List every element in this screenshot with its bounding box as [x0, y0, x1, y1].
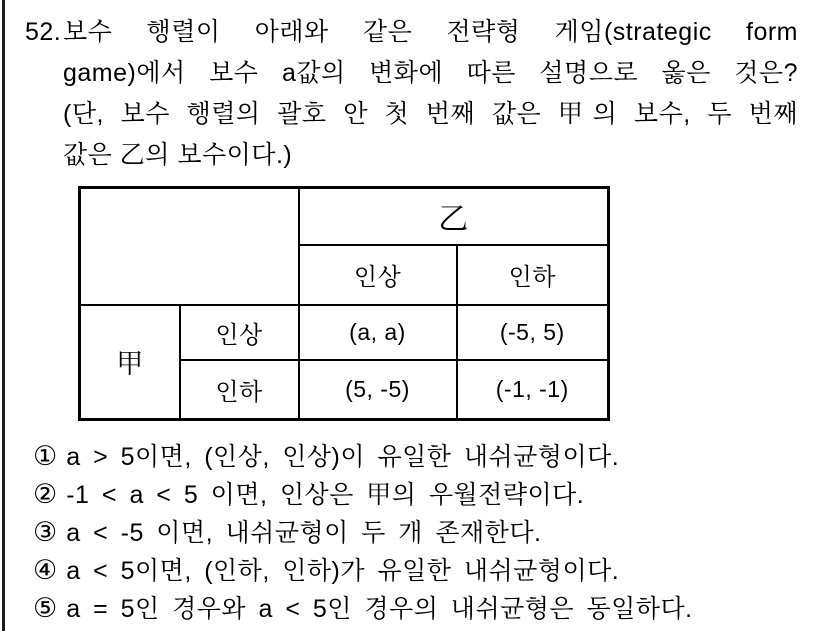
question-line: 값은 乙의 보수이다.): [63, 141, 293, 169]
column-strategy-lower: 인하: [457, 245, 609, 305]
payoff-cell-lower-lower: (-1, -1): [457, 360, 609, 420]
empty-corner-cell: [80, 188, 299, 305]
payoff-cell-lower-raise: (5, -5): [299, 360, 457, 420]
circled-number-4-icon: ④: [33, 555, 58, 585]
column-strategy-raise: 인상: [299, 245, 457, 305]
question-line: (단, 보수 행렬의 괄호 안 첫 번째 값은 甲의 보수, 두 번째: [63, 100, 798, 128]
question-text: [63, 12, 798, 176]
page-left-rule: [2, 0, 5, 631]
circled-number-1-icon: ①: [33, 441, 58, 471]
answer-options: [33, 441, 803, 631]
payoff-matrix-table: [78, 186, 610, 421]
answer-option-4: [33, 555, 803, 593]
circled-number-2-icon: ②: [33, 479, 58, 509]
option-text: a < 5이면, (인하, 인하)가 유일한 내쉬균형이다.: [66, 557, 620, 585]
exam-question-block: [25, 12, 803, 631]
question-line: 보수 행렬이 아래와 같은 전략형 게임(strategic form: [63, 18, 798, 46]
column-player-header: 乙: [299, 188, 609, 245]
payoff-cell-raise-raise: (a, a): [299, 305, 457, 360]
option-text: a < -5 이면, 내쉬균형이 두 개 존재한다.: [66, 519, 542, 547]
answer-option-5: [33, 593, 803, 631]
question-line: game)에서 보수 a값의 변화에 따른 설명으로 옳은 것은?: [63, 59, 798, 87]
question: [25, 12, 803, 176]
answer-option-2: [33, 479, 803, 517]
row-player-header: 甲: [80, 305, 180, 420]
circled-number-5-icon: ⑤: [33, 593, 58, 623]
row-strategy-lower: 인하: [180, 360, 299, 420]
option-text: a > 5이면, (인상, 인상)이 유일한 내쉬균형이다.: [66, 443, 620, 471]
payoff-cell-raise-lower: (-5, 5): [457, 305, 609, 360]
row-strategy-raise: 인상: [180, 305, 299, 360]
option-text: -1 < a < 5 이면, 인상은 甲의 우월전략이다.: [66, 481, 585, 509]
option-text: a = 5인 경우와 a < 5인 경우의 내쉬균형은 동일하다.: [66, 595, 693, 623]
answer-option-1: [33, 441, 803, 479]
question-number: 52.: [25, 18, 62, 46]
answer-option-3: [33, 517, 803, 555]
circled-number-3-icon: ③: [33, 517, 58, 547]
